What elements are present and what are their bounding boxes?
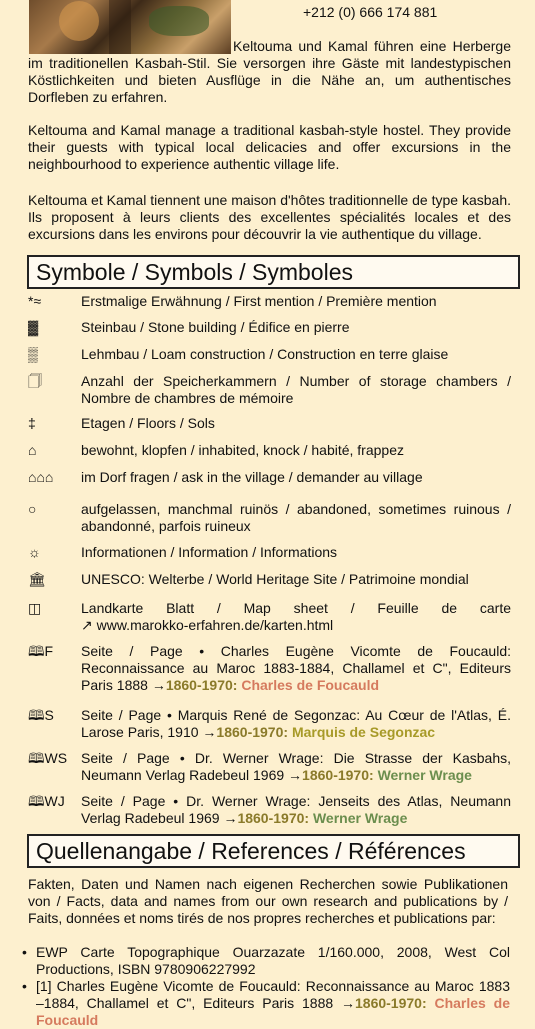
book-foucauld-icon: 🕮F <box>28 643 54 659</box>
symbol-description: Anzahl der Speicherkammern / Number of storage chambers / Nombre de chambres de mémoire <box>81 373 511 406</box>
symbols-heading: Symbole / Symbols / Symboles <box>27 255 520 289</box>
village-houses-icon: ⌂⌂⌂ <box>28 469 54 485</box>
symbol-description: Seite / Page • Charles Eugène Vicomte de Foucauld: Reconnaissance au Maroc 1883-1884, Challamel et C", Editeurs Paris 1888 →1860-1970: Charles de Foucauld <box>81 643 511 693</box>
symbol-description: Etagen / Floors / Sols <box>81 415 215 431</box>
arrow-icon: → <box>288 767 303 783</box>
intro-german: Keltouma und Kamal führen eine Herberge im traditionellen Kasbah-Stil. Sie versorgen ihre Gäste mit landestypischen Köstlichkeiten und bieten Ausflüge in die Nähe an, um authentisches Dorfleben zu erfahren. <box>28 38 511 105</box>
symbol-description: Seite / Page • Marquis René de Segonzac: Au Cœur de l'Atlas, É. Larose Paris, 1910 →1860-1970: Marquis de Segonzac <box>81 707 511 740</box>
abandoned-circle-icon: ○ <box>28 501 37 517</box>
map-link[interactable]: ↗ www.marokko-erfahren.de/karten.html <box>81 617 334 633</box>
stone-building-icon: ▓ <box>28 319 39 335</box>
ref-years: 1860-1970: <box>216 724 289 740</box>
symbol-description: UNESCO: Welterbe / World Heritage Site / Patrimoine mondial <box>81 571 469 587</box>
symbol-description: Landkarte Blatt / Map sheet / Feuille de carte <box>81 600 511 616</box>
symbol-description: Lehmbau / Loam construction / Construction en terre glaise <box>81 346 449 362</box>
book-segonzac-icon: 🕮S <box>28 707 54 723</box>
arrow-icon: → <box>223 810 238 826</box>
symbol-description: bewohnt, klopfen / inhabited, knock / habité, frappez <box>81 442 404 458</box>
ref-name-link[interactable]: Charles de Foucauld <box>36 995 511 1028</box>
ref-name-link[interactable]: Werner Wrage <box>377 767 472 783</box>
symbol-description: Erstmalige Erwähnung / First mention / Première mention <box>81 293 437 309</box>
ref-name-link[interactable]: Charles de Foucauld <box>241 677 380 693</box>
storage-chambers-icon: 🗍 <box>28 373 42 389</box>
map-sheet-icon: ◫ <box>28 600 42 616</box>
book-wrage-strasse-icon: 🕮WS <box>28 750 68 766</box>
ref-years: 1860-1970: <box>165 677 238 693</box>
unesco-temple-icon: 🏛 <box>28 571 46 587</box>
references-heading: Quellenangabe / References / Références <box>27 834 520 868</box>
phone-number: +212 (0) 666 174 881 <box>303 4 438 20</box>
inhabited-house-icon: ⌂ <box>28 442 37 458</box>
intro-french: Keltouma et Kamal tiennent une maison d'hôtes traditionnelle de type kasbah. Ils proposent à leurs clients des excellentes spécialités locales et des excursions dans les environs pour découvrir la vie authentique du village. <box>28 192 511 242</box>
sun-info-icon: ☼ <box>28 544 41 560</box>
symbol-description: Informationen / Information / Informations <box>81 544 338 560</box>
intro-english: Keltouma and Kamal manage a traditional kasbah-style hostel. They provide their guests with typical local delicacies and offer excursions in the neighbourhood to experience authentic village life. <box>28 122 511 172</box>
sources-intro: Fakten, Daten und Namen nach eigenen Recherchen sowie Publikationen von / Facts, data and names from our own research and publications by / Faits, données et noms tirés de nos propres recherches et publications par: <box>28 876 508 926</box>
ref-name-link[interactable]: Marquis de Segonzac <box>291 724 436 740</box>
symbol-description: im Dorf fragen / ask in the village / demander au village <box>81 469 423 485</box>
book-wrage-atlas-icon: 🕮WJ <box>28 793 65 809</box>
source-item: • EWP Carte Topographique Ouarzazate 1/160.000, 2008, West Col Productions, ISBN 9780906227992 <box>22 944 510 977</box>
arrow-icon: → <box>202 724 217 740</box>
arrow-icon: → <box>151 677 166 693</box>
symbol-description: Seite / Page • Dr. Werner Wrage: Die Strasse der Kasbahs, Neumann Verlag Radebeul 1969 →1860-1970: Werner Wrage <box>81 750 511 783</box>
ref-years: 1860-1970: <box>237 810 310 826</box>
ref-years: 1860-1970: <box>302 767 374 783</box>
loam-building-icon: ▒ <box>28 346 38 362</box>
symbol-description: Steinbau / Stone building / Édifice en pierre <box>81 319 350 335</box>
ref-name-link[interactable]: Werner Wrage <box>312 810 408 826</box>
source-item: • [1] Charles Eugène Vicomte de Foucauld: Reconnaissance au Maroc 1883 –1884, Challamel et C", Editeurs Paris 1888 →1860-1970: Charles de Foucauld <box>22 978 511 1028</box>
first-mention-icon: *≈ <box>28 293 42 309</box>
floors-icon: ‡ <box>28 415 36 431</box>
arrow-icon: → <box>341 995 355 1011</box>
symbol-description: aufgelassen, manchmal ruinös / abandoned, sometimes ruinous / abandonné, parfois ruineux <box>81 501 511 534</box>
symbol-description: Seite / Page • Dr. Werner Wrage: Jenseits des Atlas, Neumann Verlag Radebeul 1969 →1860-1970: Werner Wrage <box>81 793 511 826</box>
bullet-icon: • <box>22 944 27 960</box>
bullet-icon: • <box>22 978 27 994</box>
ref-years: 1860-1970: <box>355 995 427 1011</box>
